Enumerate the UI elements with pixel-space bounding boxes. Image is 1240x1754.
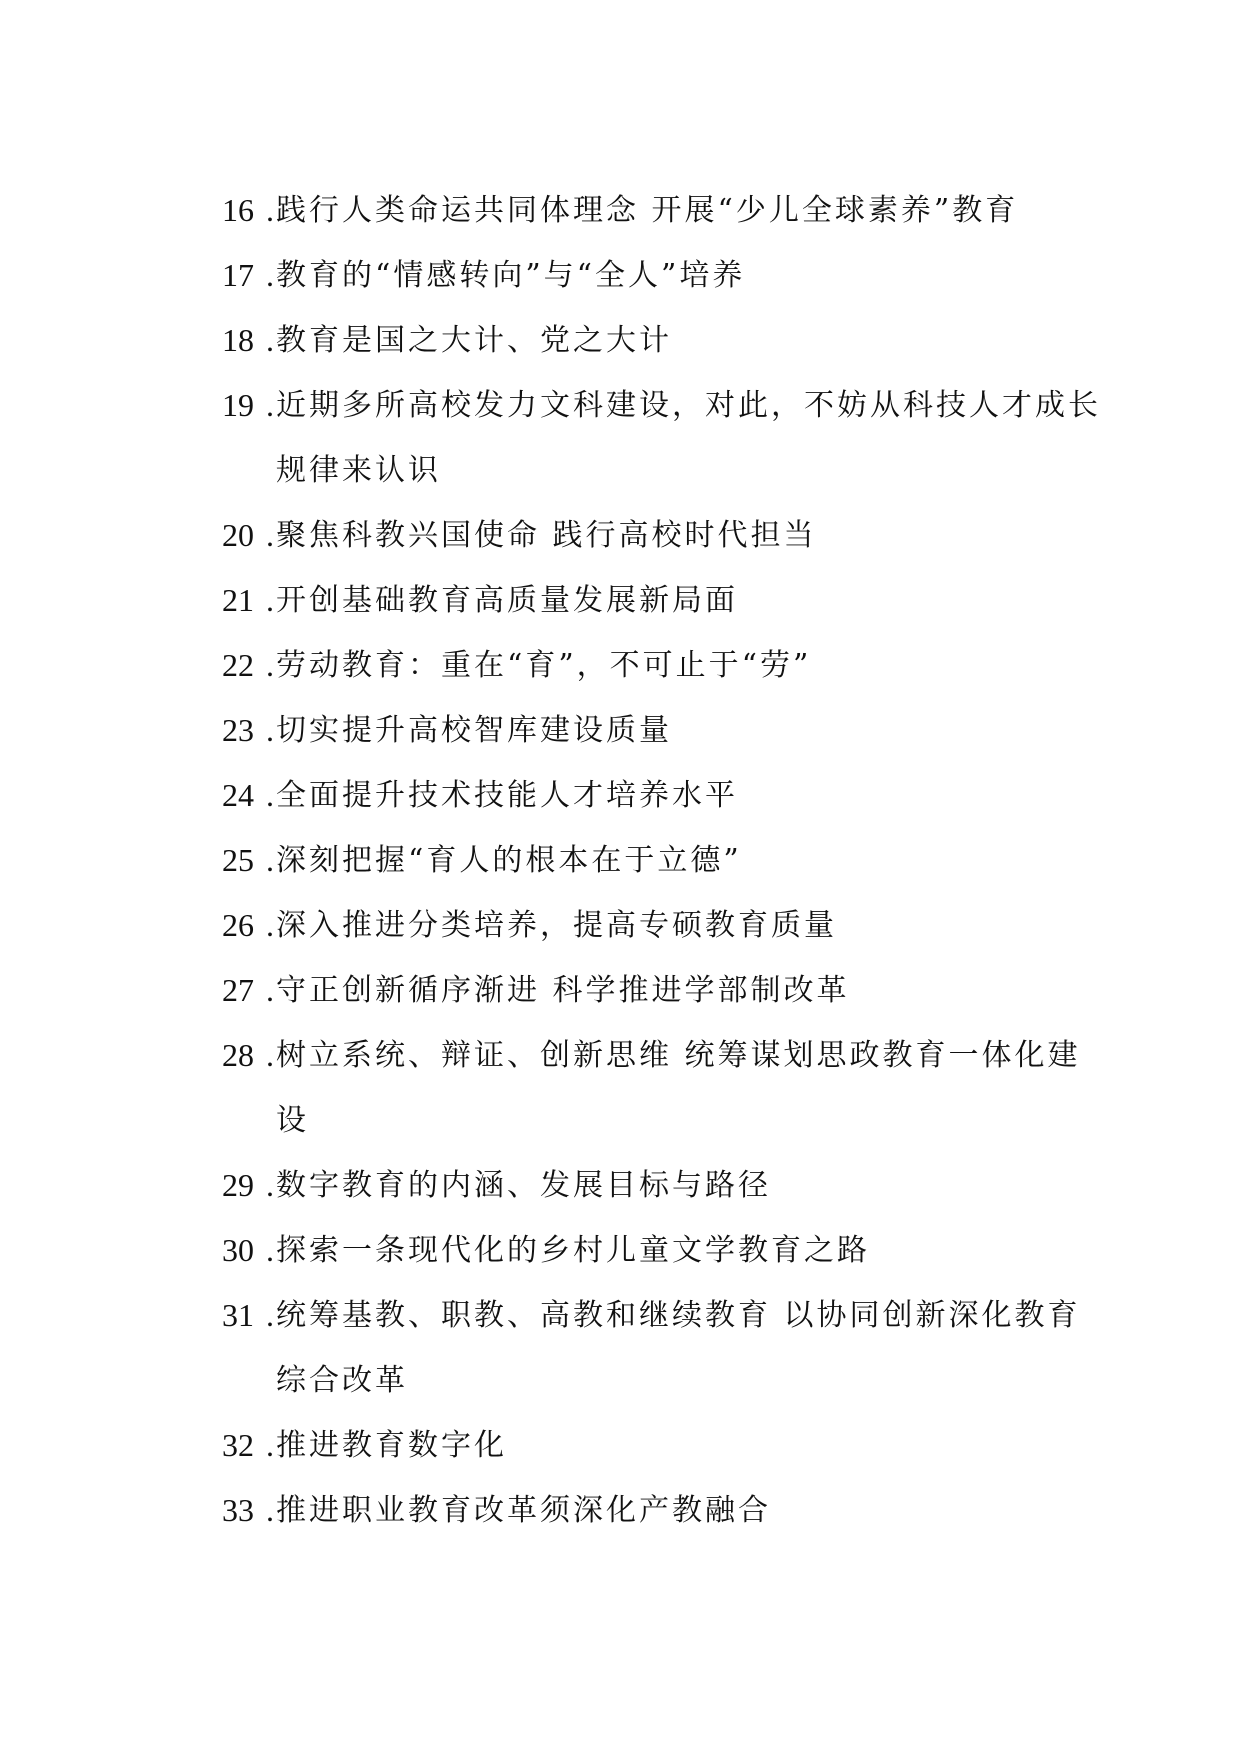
list-item — [222, 1283, 1102, 1413]
item-number: 20 — [222, 517, 254, 553]
item-text: 切实提升高校智库建设质量 — [276, 713, 672, 748]
list-item — [222, 828, 1102, 893]
item-dot: . — [266, 1167, 274, 1203]
item-number: 31 — [222, 1297, 254, 1333]
item-text: 推进职业教育改革须深化产教融合 — [276, 1493, 771, 1528]
item-number: 22 — [222, 647, 254, 683]
title-list — [222, 178, 1102, 1543]
item-text: 数字教育的内涵、发展目标与路径 — [276, 1168, 771, 1203]
item-dot: . — [266, 842, 274, 878]
item-number: 23 — [222, 712, 254, 748]
item-text: 深刻把握“育人的根本在于立德” — [276, 843, 742, 878]
item-number: 16 — [222, 192, 254, 228]
item-text: 开创基础教育高质量发展新局面 — [276, 583, 738, 618]
item-dot: . — [266, 712, 274, 748]
item-text: 深入推进分类培养，提高专硕教育质量 — [276, 908, 837, 943]
item-number: 32 — [222, 1427, 254, 1463]
item-text: 聚焦科教兴国使命 践行高校时代担当 — [276, 518, 817, 553]
list-item — [222, 1023, 1102, 1153]
item-dot: . — [266, 647, 274, 683]
item-text: 教育是国之大计、党之大计 — [276, 323, 672, 358]
list-item — [222, 1153, 1102, 1218]
list-item — [222, 633, 1102, 698]
list-item — [222, 958, 1102, 1023]
list-item — [222, 373, 1102, 503]
item-number: 30 — [222, 1232, 254, 1268]
item-dot: . — [266, 582, 274, 618]
item-dot: . — [266, 517, 274, 553]
item-text: 守正创新循序渐进 科学推进学部制改革 — [276, 973, 850, 1008]
item-dot: . — [266, 907, 274, 943]
item-text: 践行人类命运共同体理念 开展“少儿全球素养”教育 — [276, 193, 1019, 228]
item-dot: . — [266, 1297, 274, 1333]
list-item — [222, 1413, 1102, 1478]
item-dot: . — [266, 257, 274, 293]
list-item — [222, 893, 1102, 958]
list-item — [222, 178, 1102, 243]
item-text: 探索一条现代化的乡村儿童文学教育之路 — [276, 1233, 870, 1268]
list-item — [222, 698, 1102, 763]
item-text: 劳动教育：重在“育”，不可止于“劳” — [276, 648, 812, 683]
list-item — [222, 243, 1102, 308]
list-item — [222, 1478, 1102, 1543]
item-number: 19 — [222, 387, 254, 423]
item-number: 33 — [222, 1492, 254, 1528]
list-item — [222, 763, 1102, 828]
list-item — [222, 568, 1102, 633]
item-number: 24 — [222, 777, 254, 813]
item-number: 25 — [222, 842, 254, 878]
item-dot: . — [266, 777, 274, 813]
item-text: 树立系统、辩证、创新思维 统筹谋划思政教育一体化建设 — [276, 1038, 1081, 1138]
item-text: 全面提升技术技能人才培养水平 — [276, 778, 738, 813]
list-item — [222, 308, 1102, 373]
item-number: 29 — [222, 1167, 254, 1203]
item-text: 推进教育数字化 — [276, 1428, 507, 1463]
item-dot: . — [266, 192, 274, 228]
item-dot: . — [266, 322, 274, 358]
item-number: 27 — [222, 972, 254, 1008]
item-dot: . — [266, 972, 274, 1008]
item-number: 17 — [222, 257, 254, 293]
item-number: 28 — [222, 1037, 254, 1073]
item-dot: . — [266, 1427, 274, 1463]
item-text: 统筹基教、职教、高教和继续教育 以协同创新深化教育综合改革 — [276, 1298, 1081, 1398]
item-number: 18 — [222, 322, 254, 358]
item-dot: . — [266, 1492, 274, 1528]
item-dot: . — [266, 1232, 274, 1268]
item-text: 教育的“情感转向”与“全人”培养 — [276, 258, 746, 293]
list-item — [222, 1218, 1102, 1283]
item-dot: . — [266, 1037, 274, 1073]
item-dot: . — [266, 387, 274, 423]
list-item — [222, 503, 1102, 568]
item-number: 21 — [222, 582, 254, 618]
item-text: 近期多所高校发力文科建设，对此，不妨从科技人才成长规律来认识 — [276, 388, 1101, 488]
item-number: 26 — [222, 907, 254, 943]
